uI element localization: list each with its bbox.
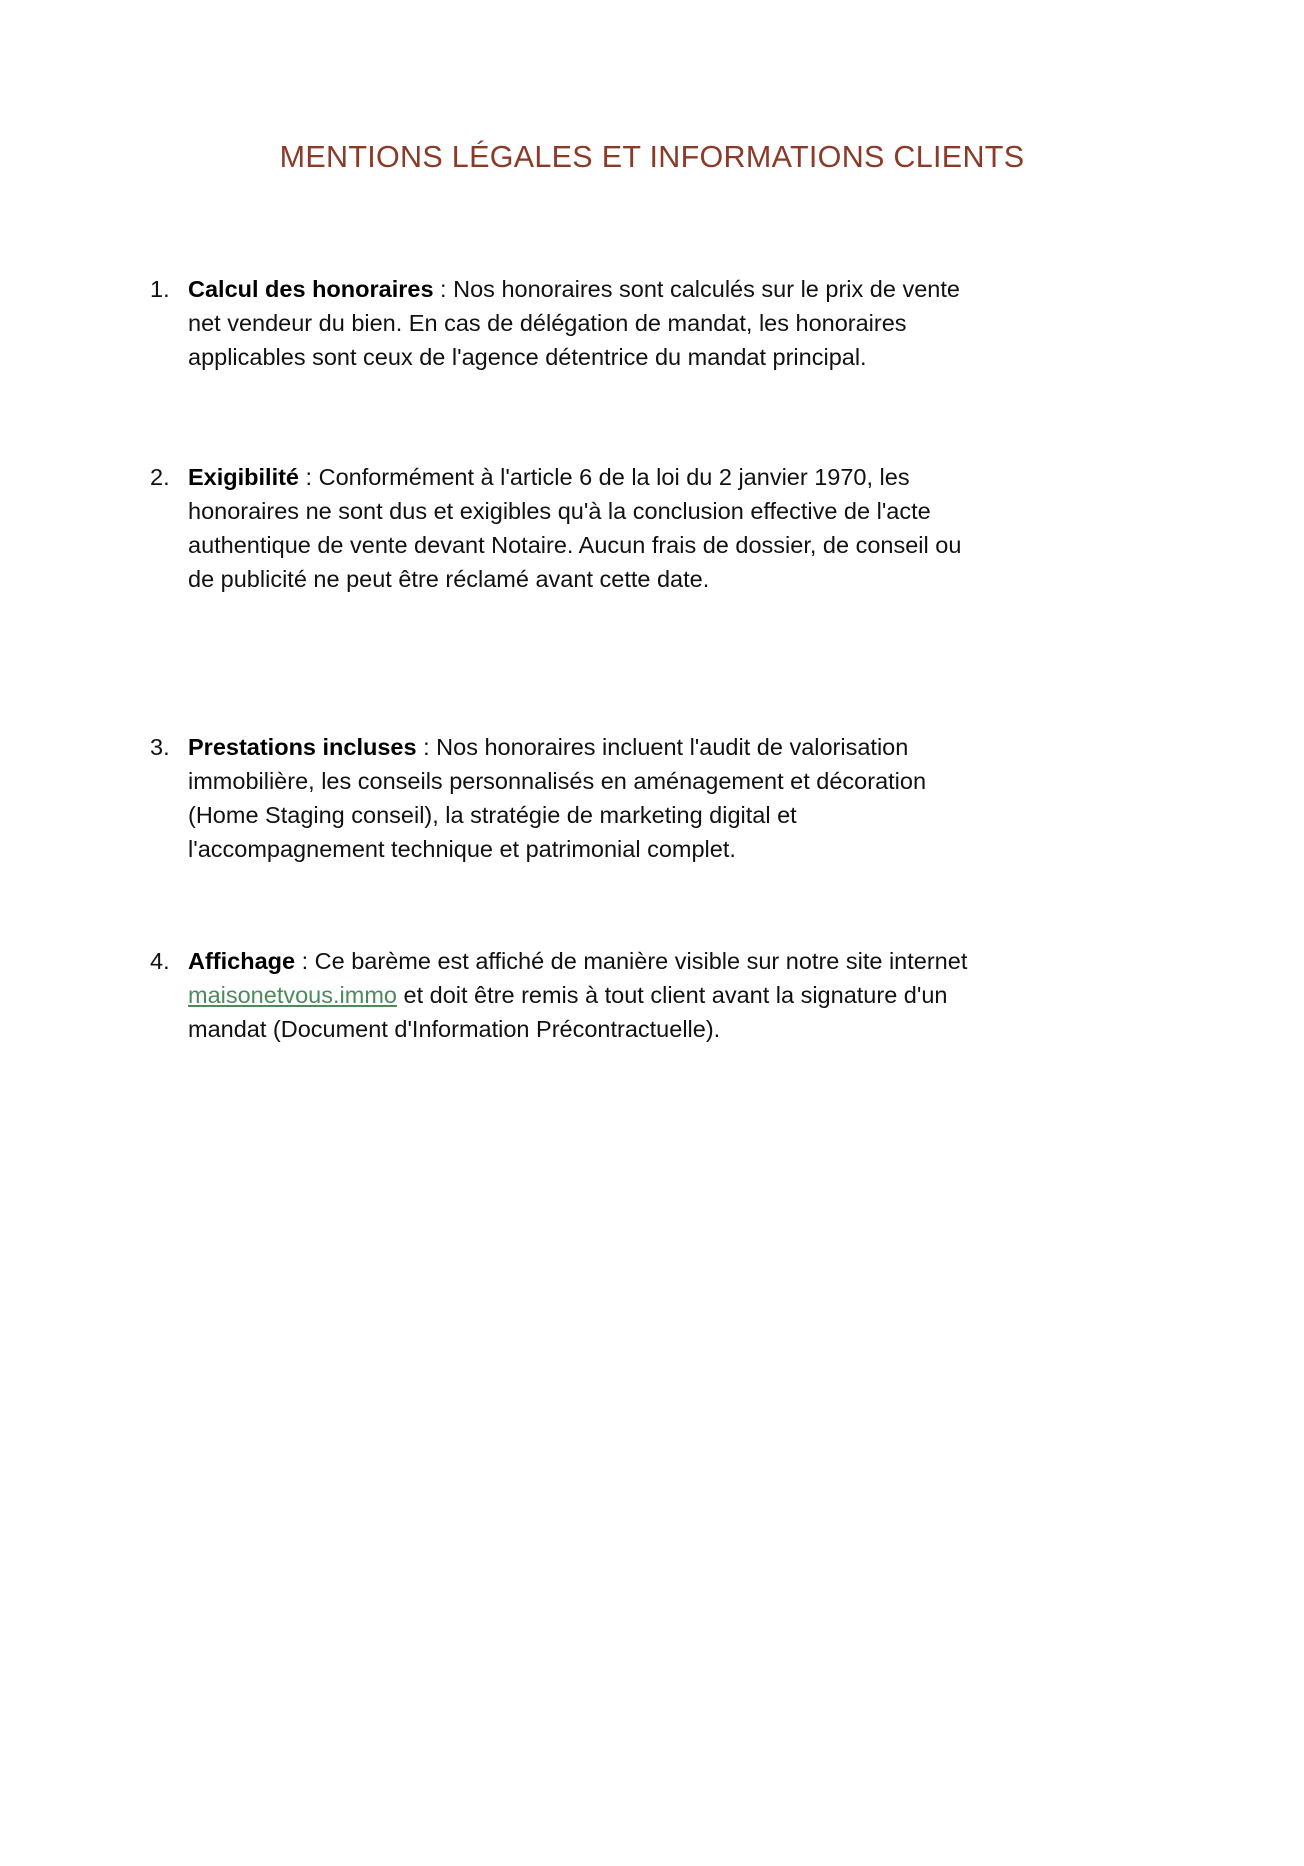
list-item-body-before-link: Ce barème est affiché de manière visible sur notre site internet [314,948,968,974]
list-item [150,460,990,596]
legal-notices-list [150,272,990,1046]
list-item [150,730,990,866]
list-item-lead: Calcul des honoraires [188,276,434,302]
list-item-separator: : [433,276,454,302]
list-item-separator: : [295,948,315,974]
list-item-body-after-link: et doit être remis à tout client avant la signature d'un mandat (Document d'Information Précontractuelle). [188,982,948,1042]
list-item-body: Conformément à l'article 6 de la loi du 2 janvier 1970, les honoraires ne sont dus et exigibles qu'à la conclusion effective de l'acte authentique de vente devant Notaire. Aucun frais de dossier, de conseil ou de publicité ne peut être réclamé avant cette date. [188,464,962,592]
list-item-lead: Prestations incluses [188,734,417,760]
item-spacer [150,374,990,460]
list-item-body: Nos honoraires sont calculés sur le prix de vente net vendeur du bien. En cas de délégation de mandat, les honoraires applicables sont ceux de l'agence détentrice du mandat principal. [188,276,960,370]
list-item-lead: Exigibilité [188,464,299,490]
list-item [150,944,990,1046]
list-item-body: Nos honoraires incluent l'audit de valorisation immobilière, les conseils personnalisés en aménagement et décoration (Home Staging conseil), la stratégie de marketing digital et l'accompagnement technique et patrimonial complet. [188,734,927,862]
website-link[interactable]: maisonetvous.immo [188,982,397,1008]
list-item-text [188,944,990,1046]
list-item-text [188,730,990,866]
list-item-number: 2. [150,464,170,490]
list-item-lead: Affichage [188,948,296,974]
item-spacer [150,866,990,944]
list-item-text [188,272,990,374]
list-item-separator: : [416,734,437,760]
list-item-separator: : [299,464,319,490]
page-title: MENTIONS LÉGALES ET INFORMATIONS CLIENTS [279,140,1025,175]
list-item-text [188,460,990,596]
item-spacer [150,596,990,730]
list-item-number: 3. [150,734,170,760]
list-item [150,272,990,374]
list-item-number: 4. [150,948,170,974]
list-item-number: 1. [150,276,170,302]
